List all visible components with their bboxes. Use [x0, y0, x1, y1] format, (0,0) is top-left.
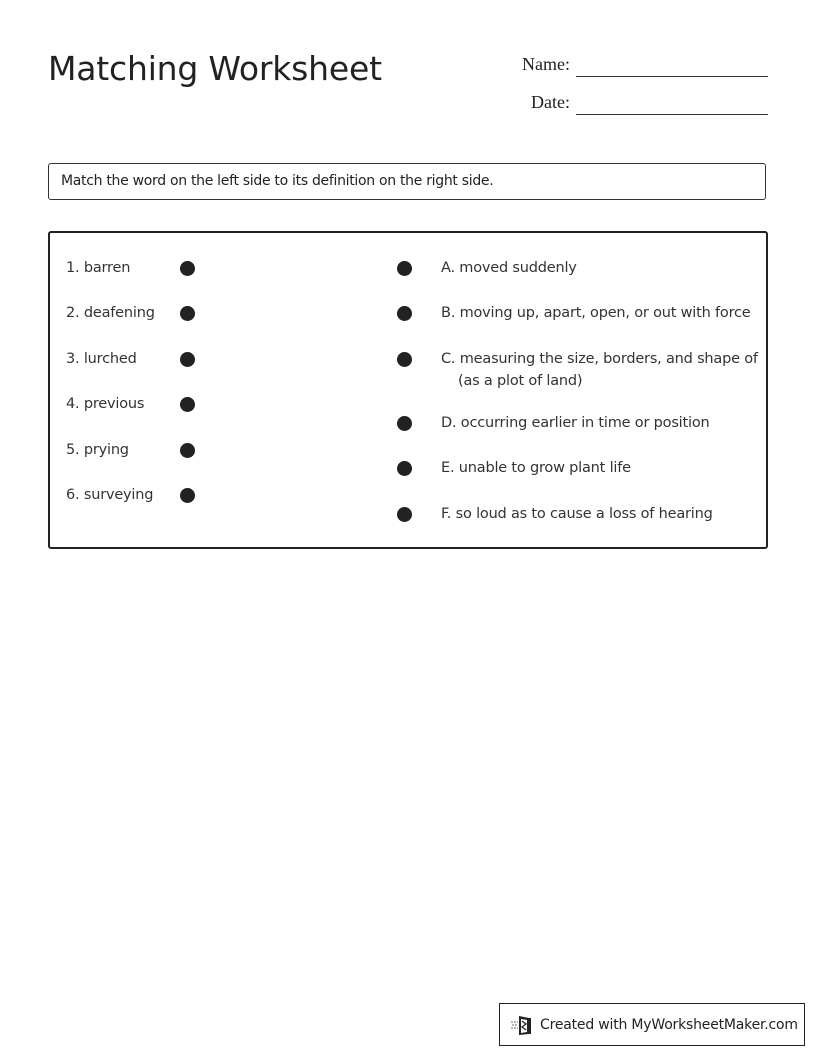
instructions-box: Match the word on the left side to its definition on the right side.: [48, 163, 766, 200]
definition-item-a: A. moved suddenly: [441, 260, 577, 276]
definition-dot-d[interactable]: [397, 416, 412, 431]
word-dot-5[interactable]: [180, 443, 195, 458]
footer-badge[interactable]: [499, 1003, 805, 1046]
word-item-1: 1. barren: [66, 260, 131, 276]
worksheet-maker-logo-icon: [510, 1014, 534, 1036]
name-label: Name:: [522, 54, 570, 74]
footer-credit-text[interactable]: Created with MyWorksheetMaker.com: [540, 1016, 798, 1033]
page-title: Matching Worksheet: [48, 49, 382, 88]
definition-dot-a[interactable]: [397, 261, 412, 276]
definition-dot-e[interactable]: [397, 461, 412, 476]
word-item-2: 2. deafening: [66, 305, 155, 321]
definition-item-b: B. moving up, apart, open, or out with force: [441, 305, 751, 321]
word-dot-1[interactable]: [180, 261, 195, 276]
word-dot-6[interactable]: [180, 488, 195, 503]
definition-item-f: F. so loud as to cause a loss of hearing: [441, 506, 713, 522]
definition-dot-c[interactable]: [397, 352, 412, 367]
word-dot-2[interactable]: [180, 306, 195, 321]
word-item-6: 6. surveying: [66, 487, 154, 503]
definition-c-continuation: (as a plot of land): [458, 373, 583, 389]
word-dot-3[interactable]: [180, 352, 195, 367]
word-item-4: 4. previous: [66, 396, 145, 412]
definition-dot-f[interactable]: [397, 507, 412, 522]
date-field-line[interactable]: [576, 114, 768, 115]
word-dot-4[interactable]: [180, 397, 195, 412]
definition-item-e: E. unable to grow plant life: [441, 460, 631, 476]
definition-c-text: C. measuring the size, borders, and shape of: [441, 351, 758, 367]
name-field-line[interactable]: [576, 76, 768, 77]
word-item-5: 5. prying: [66, 442, 129, 458]
date-label: Date:: [531, 92, 570, 112]
word-item-3: 3. lurched: [66, 351, 137, 367]
definition-item-d: D. occurring earlier in time or position: [441, 415, 710, 431]
definition-item-c: [441, 348, 758, 392]
definition-dot-b[interactable]: [397, 306, 412, 321]
